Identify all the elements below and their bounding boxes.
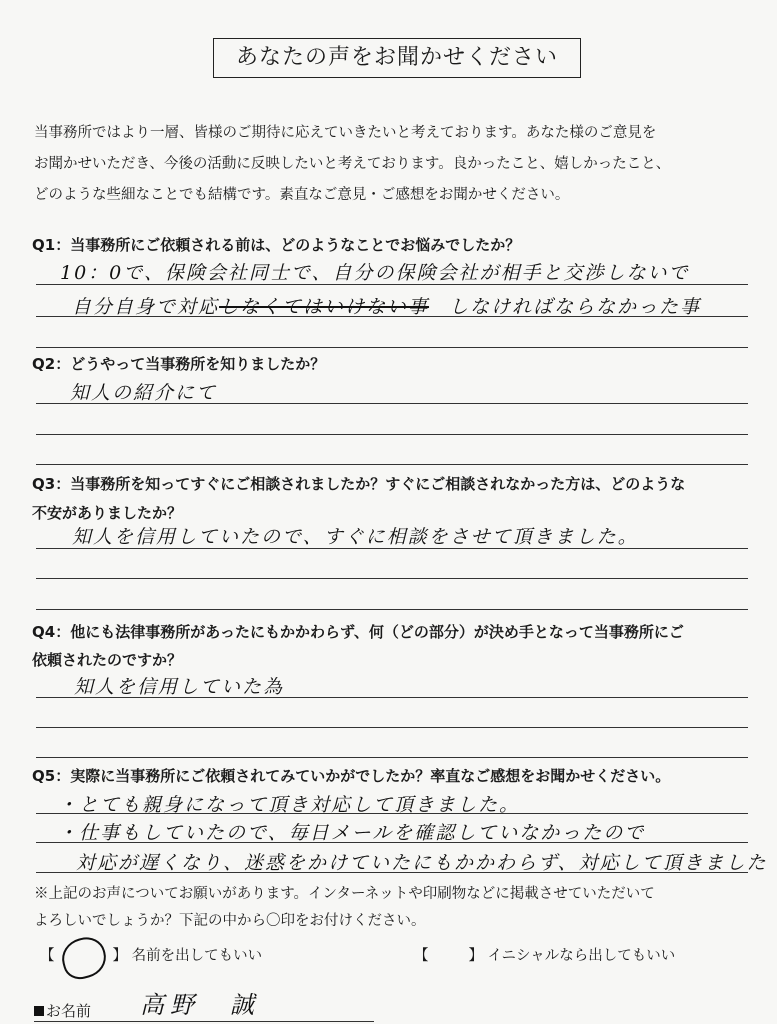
bracket-close: 】 bbox=[112, 948, 127, 964]
intro-line: どのような些細なことでも結構です。素直なご意見・ご感想をお聞かせください。 bbox=[34, 187, 570, 203]
q4-answer: 知人を信用していた為 bbox=[74, 676, 285, 698]
handwritten-circle-mark bbox=[58, 933, 111, 983]
q4-question-line1: Q4：他にも法律事務所があったにもかかわらず、何（どの部分）が決め手となって当事務所にご bbox=[32, 623, 684, 641]
q1-question: Q1：当事務所にご依頼される前は、どのようなことでお悩みでしたか？ bbox=[32, 236, 521, 254]
answer-rule bbox=[36, 347, 748, 348]
q2-question: Q2：どうやって当事務所を知りましたか？ bbox=[32, 355, 326, 373]
option-initial-ok-label: イニシャルなら出してもいい bbox=[487, 948, 676, 964]
answer-rule bbox=[36, 757, 748, 758]
answer-rule bbox=[36, 434, 748, 435]
answer-rule bbox=[36, 316, 748, 317]
answer-rule bbox=[36, 872, 748, 873]
bracket-open: 【 bbox=[414, 948, 429, 964]
q4-question-line2: 依頼されたのですか？ bbox=[32, 651, 183, 669]
q3-question-line2: 不安がありましたか？ bbox=[32, 504, 183, 522]
notice-line2: よろしいでしょうか？下記の中から〇印をお付けください。 bbox=[34, 913, 426, 929]
bullet-square-icon bbox=[34, 1006, 44, 1016]
answer-rule bbox=[36, 578, 748, 579]
page-title: あなたの声をお聞かせください bbox=[213, 38, 581, 78]
q3-question-line1: Q3：当事務所を知ってすぐにご相談されましたか？すぐにご相談されなかった方は、どのような bbox=[32, 475, 686, 493]
q1-answer-text: 自分自身で対応 bbox=[72, 296, 220, 318]
answer-rule bbox=[36, 284, 748, 285]
answer-rule bbox=[36, 464, 748, 465]
answer-rule bbox=[36, 609, 748, 610]
notice-line1: ※上記のお声についてお願いがあります。インターネットや印刷物などに掲載させていただいて bbox=[34, 886, 655, 902]
name-value: 高野 誠 bbox=[140, 991, 260, 1019]
name-rule bbox=[34, 1021, 374, 1022]
answer-rule bbox=[36, 403, 748, 404]
name-label-text: お名前 bbox=[46, 1002, 92, 1020]
answer-rule bbox=[36, 813, 748, 814]
intro-line: お聞かせいただき、今後の活動に反映したいと考えております。良かったこと、嬉しかったこと、 bbox=[34, 156, 671, 172]
q1-answer-line1: 10：0で、保険会社同士で、自分の保険会社が相手と交渉しないで bbox=[60, 262, 690, 284]
intro-text bbox=[34, 118, 774, 211]
option-initial-ok bbox=[414, 944, 675, 965]
intro-line: 当事務所ではより一層、皆様のご期待に応えていきたいと考えております。あなた様のご意見を bbox=[34, 125, 657, 141]
q1-answer-text: しなければならなかった事 bbox=[449, 296, 702, 318]
option-name-ok-label: 名前を出してもいい bbox=[131, 948, 263, 964]
q3-answer: 知人を信用していたので、すぐに相談をさせて頂きました。 bbox=[72, 526, 639, 548]
q5-question: Q5：実際に当事務所にご依頼されてみていかがでしたか？率直なご感想をお聞かせください。 bbox=[32, 767, 671, 785]
q2-answer: 知人の紹介にて bbox=[70, 382, 218, 404]
q5-answer-line3: 対応が遅くなり、迷惑をかけていたにもかかわらず、対応して頂きました bbox=[76, 852, 768, 874]
answer-rule bbox=[36, 697, 748, 698]
q1-answer-line2 bbox=[72, 292, 701, 319]
q5-answer-line1: ・とても親身になって頂き対応して頂きました。 bbox=[58, 794, 521, 816]
answer-rule bbox=[36, 727, 748, 728]
answer-rule bbox=[36, 842, 748, 843]
q1-answer-struck: しなくてはいけない事 bbox=[219, 296, 430, 318]
q5-answer-line2: ・仕事もしていたので、毎日メールを確認していなかったので bbox=[58, 822, 646, 844]
name-label bbox=[34, 1000, 91, 1021]
answer-rule bbox=[36, 548, 748, 549]
bracket-close: 】 bbox=[468, 948, 483, 964]
bracket-open: 【 bbox=[40, 948, 55, 964]
